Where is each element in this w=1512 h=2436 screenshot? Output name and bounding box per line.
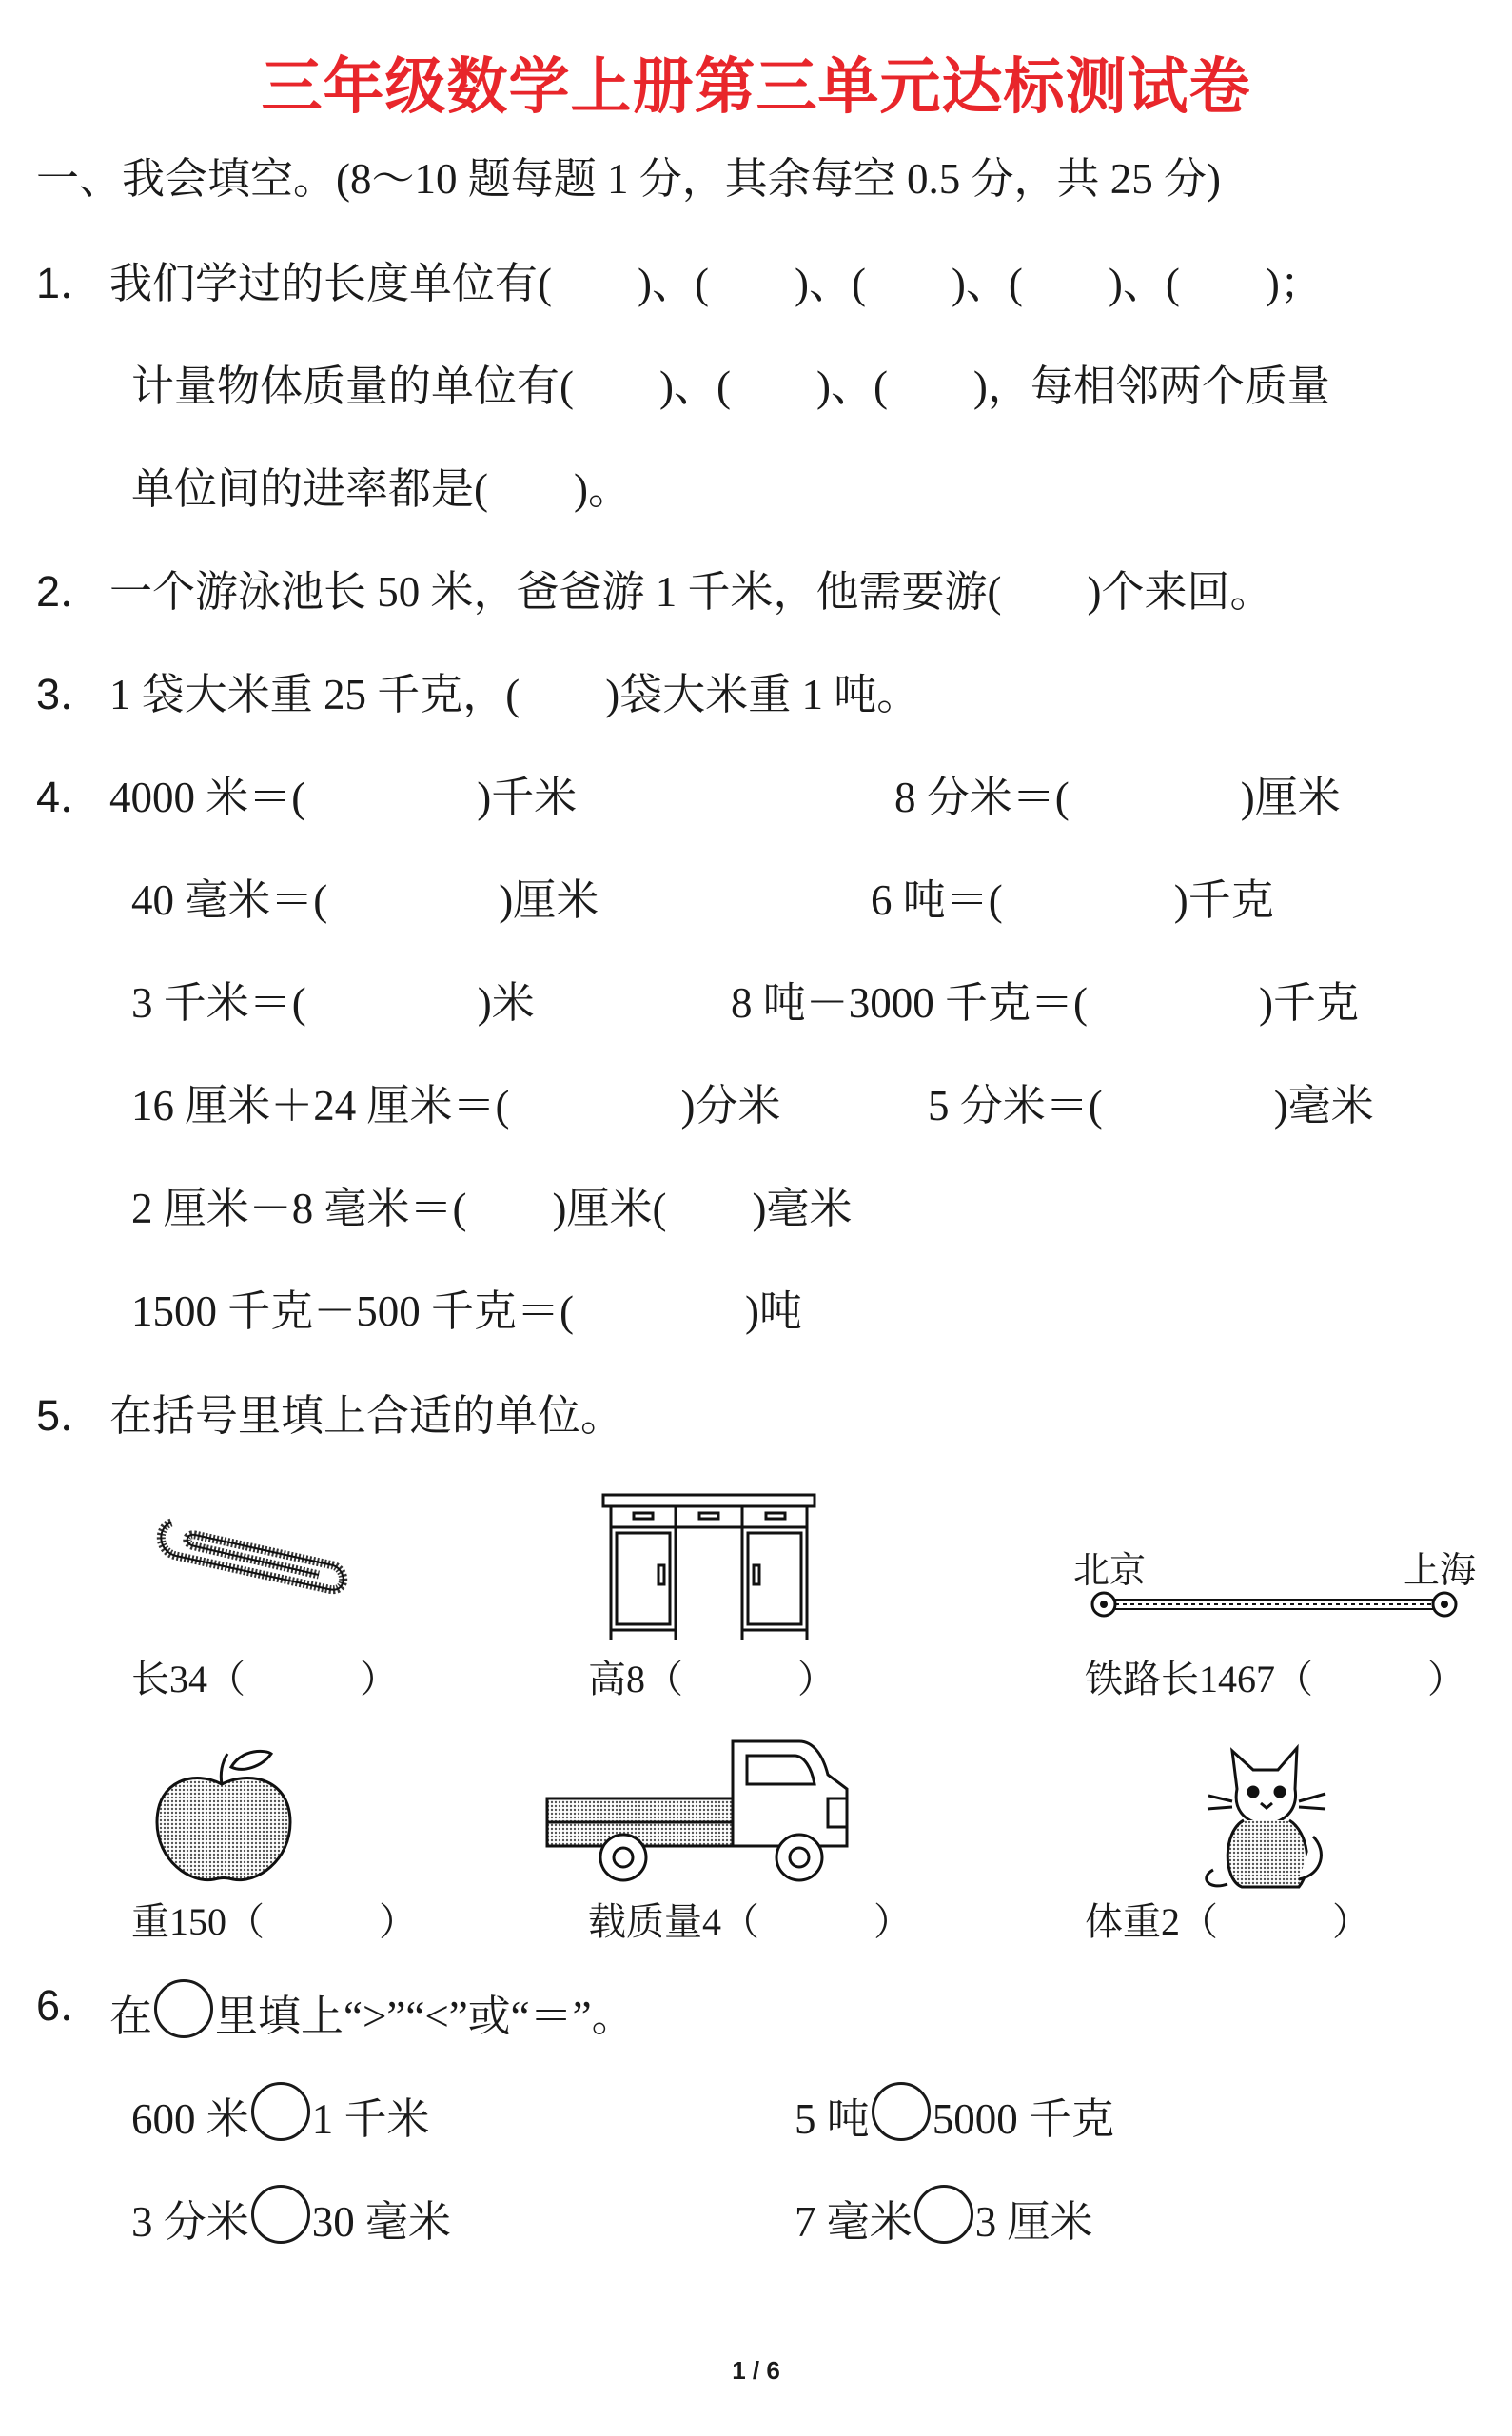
caption-truck: 载质量4（ ）: [588, 1900, 912, 1943]
desk-image: [599, 1489, 818, 1641]
q6-text-after: 里填上“>”“<”或“＝”。: [215, 1993, 635, 2040]
q6-item-left: 5 吨: [795, 2095, 870, 2143]
q6-item-right: 5000 千克: [932, 2095, 1115, 2143]
map-label-shanghai: 上海: [1404, 1549, 1477, 1591]
railway-line-image: [1085, 1587, 1465, 1621]
q6-item-right: 3 厘米: [974, 2198, 1093, 2246]
question-number-1: 1．: [36, 259, 104, 307]
question-number-6: 6．: [36, 1981, 104, 2030]
q2-text: 一个游泳池长 50 米，爸爸游 1 千米，他需要游( )个来回。: [109, 568, 1273, 616]
answer-circle-icon[interactable]: [872, 2082, 931, 2141]
question-number-2: 2．: [36, 567, 104, 616]
q6-item-left: 3 分米: [131, 2198, 249, 2246]
q1-line-2: 计量物体质量的单位有( )、( )、( )，每相邻两个质量: [131, 363, 1330, 410]
q6-item: [131, 2082, 430, 2146]
q6-text-before: 在: [109, 1993, 153, 2040]
q4-item: 3 千米＝( )米: [131, 979, 535, 1027]
q4-item: 16 厘米＋24 厘米＝( )分米: [131, 1082, 781, 1130]
q6-item-left: 7 毫米: [795, 2198, 913, 2246]
q4-item: 8 吨－3000 千克＝( )千克: [731, 979, 1359, 1027]
q4-item: 8 分米＝( )厘米: [894, 774, 1341, 821]
q6-item-left: 600 米: [131, 2095, 249, 2143]
question-number-5: 5．: [36, 1391, 104, 1440]
caption-railway: 铁路长1467（ ）: [1085, 1658, 1465, 1700]
answer-circle-icon[interactable]: [914, 2185, 973, 2244]
map-label-beijing: 北京: [1073, 1549, 1147, 1591]
question-number-4: 4．: [36, 773, 104, 821]
page-number: 1 / 6: [732, 2356, 780, 2385]
q6-item: [131, 2185, 451, 2249]
q4-item: 6 吨＝( )千克: [871, 876, 1274, 924]
q6-item: [795, 2185, 1093, 2249]
page-title: 三年级数学上册第三单元达标测试卷: [261, 52, 1251, 123]
q1-line-3: 单位间的进率都是( )。: [131, 465, 631, 513]
q5-text: 在括号里填上合适的单位。: [109, 1392, 624, 1440]
q6-item-right: 30 毫米: [311, 2198, 452, 2246]
answer-circle-icon[interactable]: [251, 2082, 310, 2141]
paper-clip-image: [152, 1508, 352, 1613]
section-heading: 一、我会填空。(8～10 题每题 1 分，其余每空 0.5 分，共 25 分): [36, 155, 1221, 203]
q1-line-1: 我们学过的长度单位有( )、( )、( )、( )、( )；: [109, 260, 1323, 307]
compare-circle-icon: [154, 1979, 213, 2038]
q4-item: 5 分米＝( )毫米: [928, 1082, 1374, 1130]
question-number-3: 3．: [36, 670, 104, 718]
truck-image: [542, 1732, 856, 1894]
q6-item-right: 1 千米: [311, 2095, 430, 2143]
q6-text: [109, 1979, 635, 2043]
q4-item: 40 毫米＝( )厘米: [131, 876, 599, 924]
apple-image: [147, 1746, 300, 1889]
answer-circle-icon[interactable]: [251, 2185, 310, 2244]
q4-item: 2 厘米－8 毫米＝( )厘米( )毫米: [131, 1185, 853, 1232]
caption-apple: 重150（ ）: [131, 1900, 417, 1943]
q6-item: [795, 2082, 1114, 2146]
q3-text: 1 袋大米重 25 千克，( )袋大米重 1 吨。: [109, 671, 920, 718]
cat-image: [1194, 1737, 1337, 1894]
caption-paper-clip: 长34（ ）: [131, 1658, 398, 1700]
caption-desk: 高8（ ）: [588, 1658, 835, 1700]
caption-cat: 体重2（ ）: [1085, 1900, 1370, 1943]
q4-item: 1500 千克－500 千克＝( )吨: [131, 1287, 802, 1335]
q4-item: 4000 米＝( )千米: [109, 774, 578, 821]
